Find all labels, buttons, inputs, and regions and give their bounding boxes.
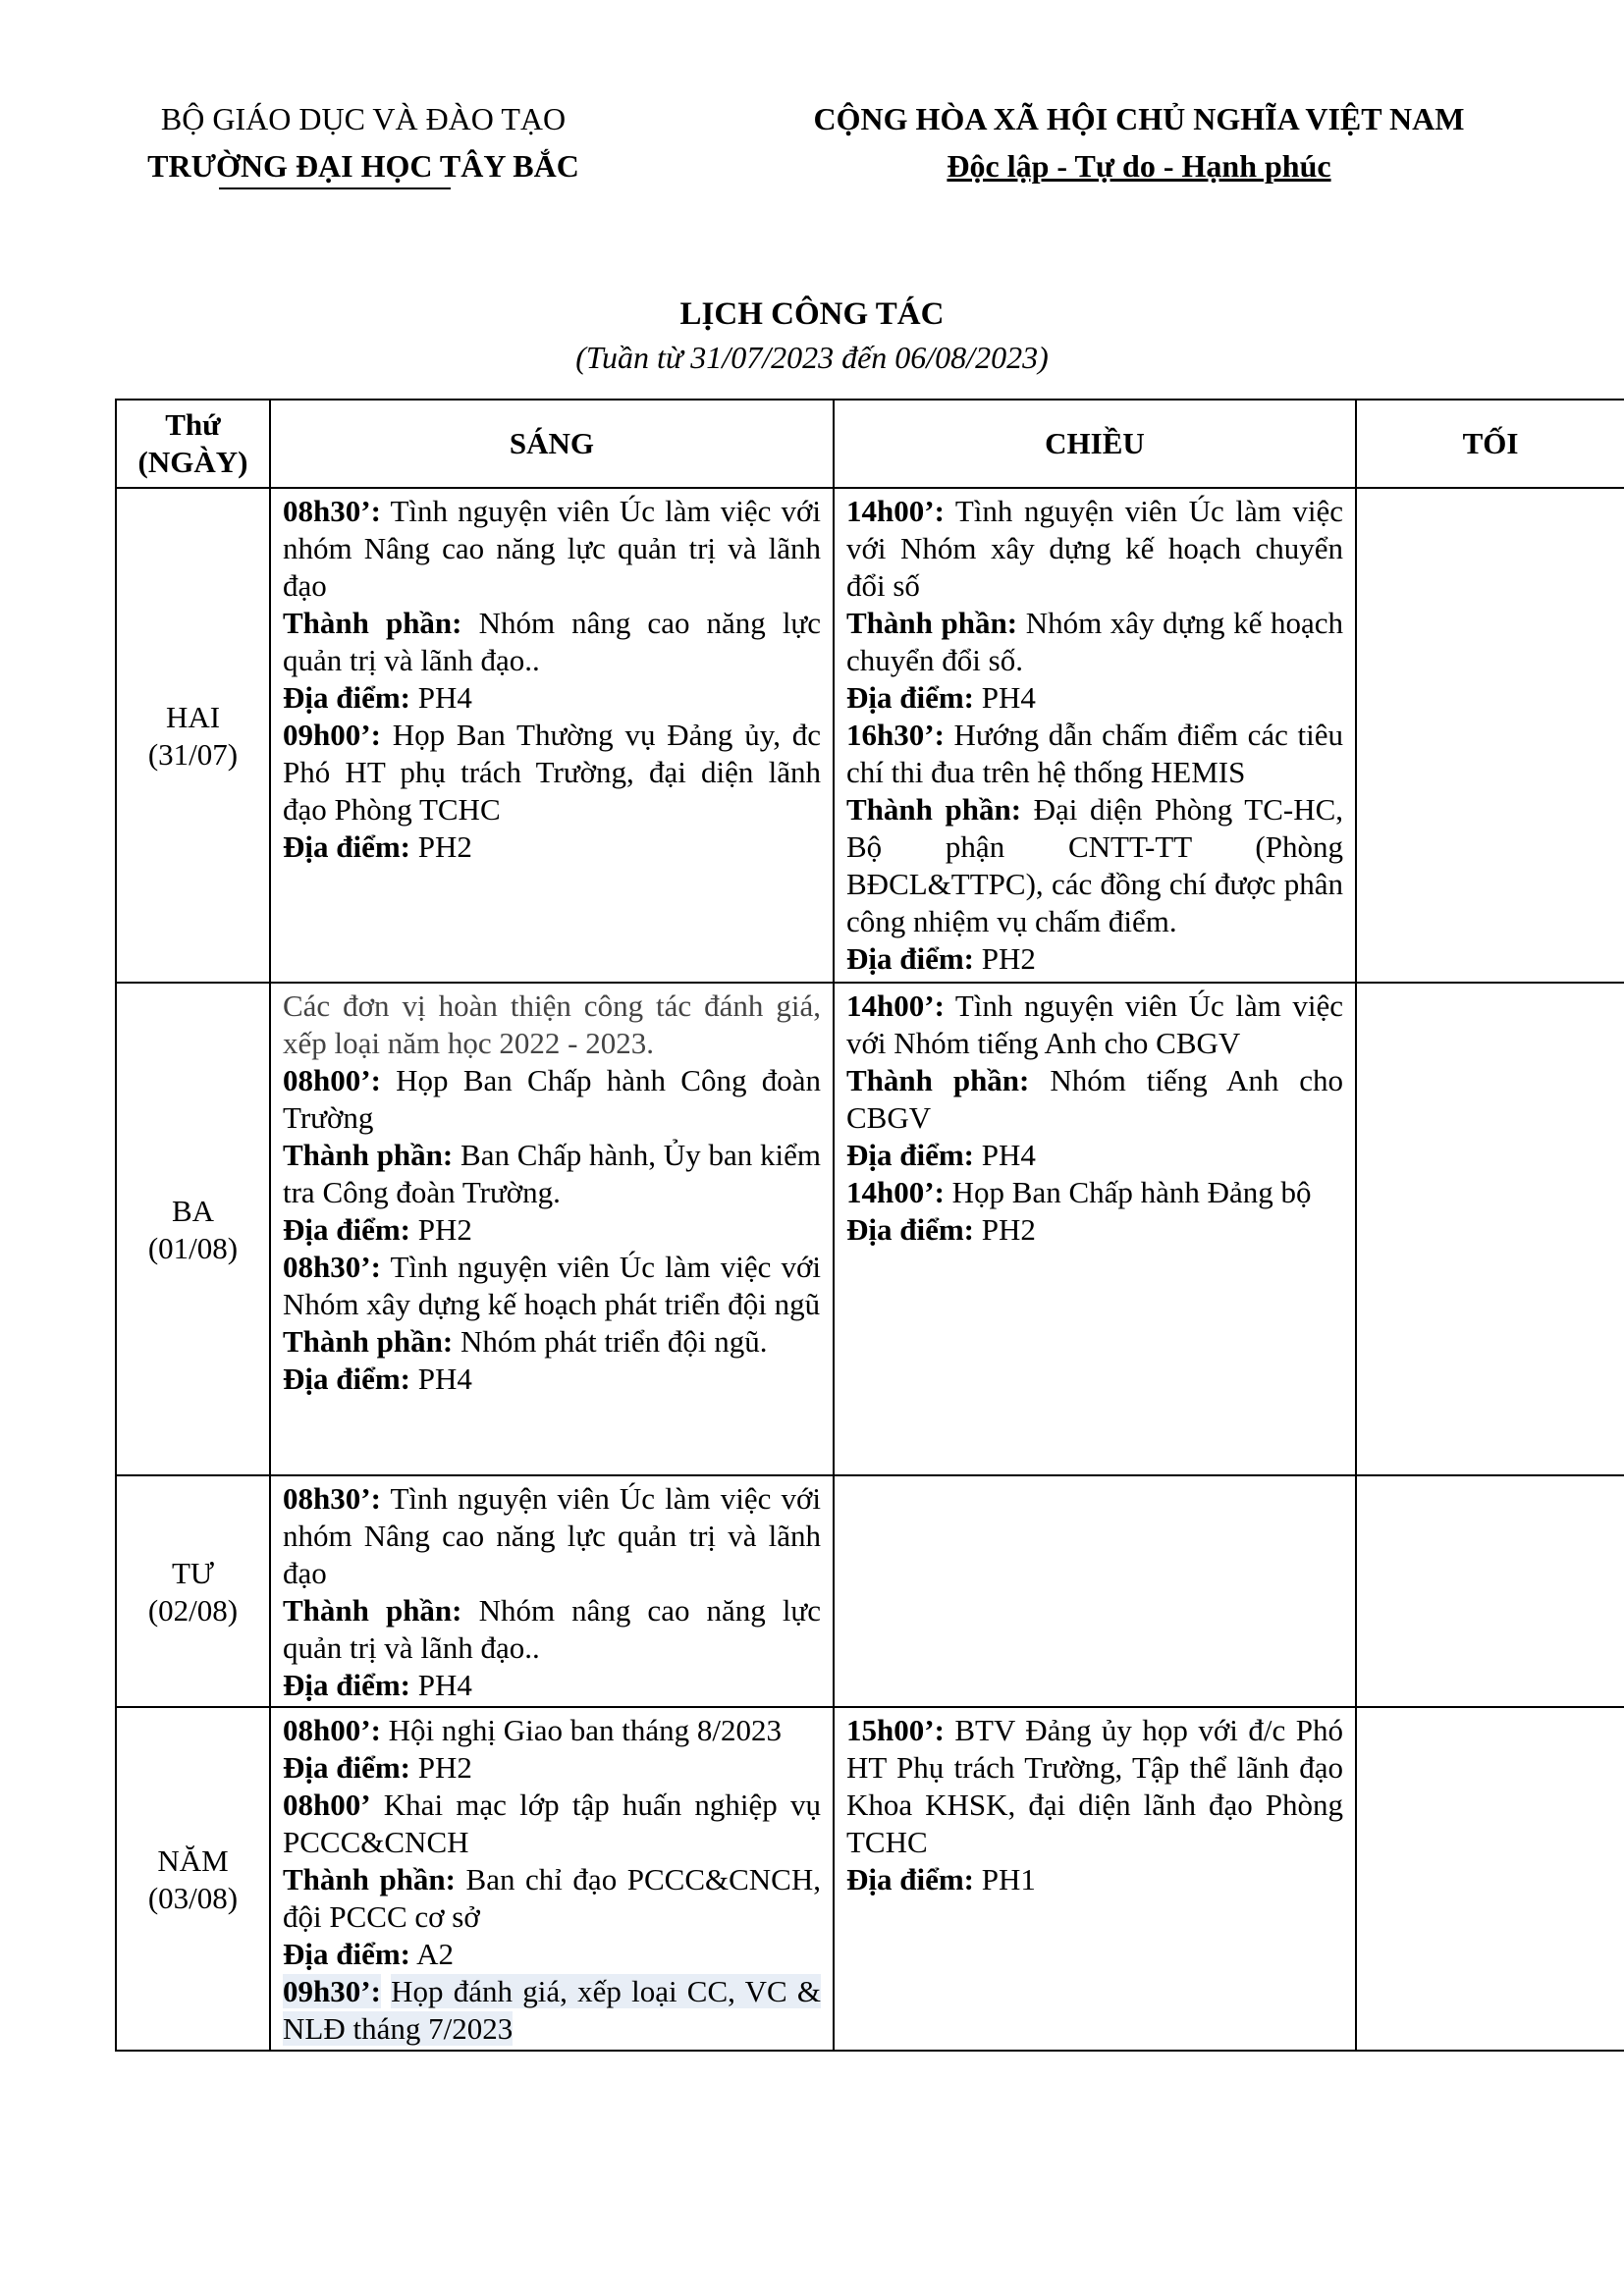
entry-time: 08h00’: (283, 1063, 381, 1097)
day-date: (02/08) (147, 1593, 239, 1628)
schedule-entry (283, 1749, 821, 1787)
schedule-entry (283, 1787, 821, 1861)
entry-text: Ban Chấp hành, Ủy ban kiểm tra Công đoàn Trường. (283, 1138, 822, 1209)
entry-text: Nhóm tiếng Anh cho CBGV (846, 1063, 1344, 1135)
entry-text: PH4 (417, 1668, 472, 1702)
entry-time: 08h30’: (283, 494, 381, 528)
entry-label: Địa điểm: (283, 680, 411, 715)
entry-time: 14h00’: (846, 1175, 945, 1209)
schedule-entry (283, 1480, 821, 1592)
entry-text: PH2 (417, 1750, 472, 1785)
entry-text: Nhóm nâng cao năng lực quản trị và lãnh đạo.. (283, 606, 821, 677)
entry-text: Các đơn vị hoàn thiện công tác đánh giá, xếp loại năm học 2022 - 2023. (283, 988, 821, 1060)
table-row (116, 983, 1624, 1475)
entry-label: Địa điểm: (283, 1668, 411, 1702)
entry-text: Đại diện Phòng TC-HC, Bộ phận CNTT-TT (Phòng BĐCL&TTPC), các đồng chí được phân công nhiệm vụ chấm điểm. (846, 792, 1344, 938)
entry-time: 08h00’ (283, 1788, 371, 1822)
document-title-block (0, 293, 1624, 379)
entry-text: Tình nguyện viên Úc làm việc với Nhóm xây dựng kế hoạch phát triển đội ngũ (283, 1250, 821, 1321)
day-date: (03/08) (147, 1881, 239, 1915)
schedule-entry (846, 1861, 1343, 1898)
schedule-entry (283, 605, 821, 679)
schedule-entry (283, 828, 821, 866)
entry-label: Địa điểm: (283, 829, 411, 864)
entry-time: 14h00’: (846, 988, 945, 1023)
entry-text: PH4 (417, 680, 472, 715)
day-name: BA (171, 1194, 215, 1228)
entry-text: Nhóm nâng cao năng lực quản trị và lãnh đạo.. (283, 1593, 821, 1665)
schedule-entry (283, 1973, 821, 2048)
schedule-entry (283, 1323, 821, 1361)
afternoon-cell (834, 488, 1356, 983)
entry-label: Thành phần: (846, 606, 1018, 640)
entry-label: Địa điểm: (846, 680, 975, 715)
day-name: TƯ (172, 1556, 214, 1590)
table-header-row (116, 400, 1624, 488)
evening-cell (1356, 983, 1624, 1475)
col-header-day: Thứ (NGÀY) (116, 400, 270, 488)
schedule-entry (283, 717, 821, 828)
schedule-entry (283, 679, 821, 717)
entry-text: Nhóm phát triển đội ngũ. (460, 1324, 768, 1359)
entry-label: Thành phần: (283, 1593, 462, 1628)
entry-time: 08h00’: (283, 1713, 381, 1747)
header-left (128, 95, 599, 189)
col-header-afternoon: CHIỀU (834, 400, 1356, 488)
document-subtitle: (Tuần từ 31/07/2023 đến 06/08/2023) (575, 340, 1049, 375)
entry-text: A2 (416, 1937, 454, 1971)
entry-text: Họp đánh giá, xếp loại CC, VC & NLĐ tháng 7/2023 (283, 1974, 821, 2046)
schedule-entry (846, 1137, 1343, 1174)
entry-text: Tình nguyện viên Úc làm việc với Nhóm tiếng Anh cho CBGV (846, 988, 1343, 1060)
entry-text: PH2 (981, 941, 1036, 976)
schedule-entry (846, 717, 1343, 791)
entry-label: Địa điểm: (283, 1750, 411, 1785)
entry-label: Thành phần: (283, 1138, 454, 1172)
schedule-entry (846, 1062, 1343, 1137)
morning-cell (270, 1475, 834, 1707)
afternoon-cell (834, 1475, 1356, 1707)
entry-label: Địa điểm: (283, 1937, 411, 1971)
entry-text: Tình nguyện viên Úc làm việc với nhóm Nâng cao năng lực quản trị và lãnh đạo (283, 494, 821, 603)
schedule-entry (846, 791, 1343, 940)
table-row (116, 488, 1624, 983)
entry-text: Khai mạc lớp tập huấn nghiệp vụ PCCC&CNCH (283, 1788, 821, 1859)
document-title: LỊCH CÔNG TÁC (679, 296, 945, 332)
afternoon-cell (834, 1707, 1356, 2051)
country-name: CỘNG HÒA XÃ HỘI CHỦ NGHĨA VIỆT NAM (813, 101, 1465, 136)
entry-text: PH4 (417, 1362, 472, 1396)
entry-time: 08h30’: (283, 1481, 381, 1516)
day-name: NĂM (157, 1843, 229, 1878)
entry-text: PH4 (981, 1138, 1036, 1172)
entry-label: Thành phần: (846, 792, 1022, 827)
schedule-entry (283, 1861, 821, 1936)
entry-label: Địa điểm: (283, 1212, 411, 1247)
schedule-entry (283, 1712, 821, 1749)
schedule-entry (283, 1667, 821, 1704)
motto: Độc lập - Tự do - Hạnh phúc (947, 148, 1331, 184)
schedule-entry (283, 1936, 821, 1973)
entry-text: Ban chỉ đạo PCCC&CNCH, đội PCCC cơ sở (283, 1862, 821, 1934)
schedule-entry (846, 1211, 1343, 1249)
day-name: HAI (165, 700, 221, 734)
entry-text: Tình nguyện viên Úc làm việc với Nhóm xây dựng kế hoạch chuyển đổi số (846, 494, 1343, 603)
entry-time: 08h30’: (283, 1250, 381, 1284)
entry-label: Thành phần: (283, 1862, 456, 1896)
table-row (116, 1707, 1624, 2051)
schedule-body (116, 488, 1624, 2051)
day-cell (116, 1475, 270, 1707)
schedule-entry (283, 1137, 821, 1211)
col-header-evening: TỐI (1356, 400, 1624, 488)
schedule-entry (846, 988, 1343, 1062)
entry-text: PH2 (417, 829, 472, 864)
entry-time: 09h30’: (283, 1974, 381, 2008)
entry-time: 16h30’: (846, 718, 945, 752)
entry-text: PH4 (981, 680, 1036, 715)
schedule-entry (846, 1174, 1343, 1211)
entry-text: PH2 (417, 1212, 472, 1247)
entry-text: Họp Ban Thường vụ Đảng ủy, đc Phó HT phụ trách Trường, đại diện lãnh đạo Phòng TCHC (283, 718, 821, 827)
afternoon-cell (834, 983, 1356, 1475)
entry-label: Địa điểm: (846, 941, 975, 976)
entry-text: Hướng dẫn chấm điểm các tiêu chí thi đua trên hệ thống HEMIS (846, 718, 1343, 789)
entry-text: PH2 (981, 1212, 1036, 1247)
schedule-entry (283, 493, 821, 605)
entry-label: Thành phần: (846, 1063, 1030, 1097)
entry-text: Hội nghị Giao ban tháng 8/2023 (388, 1713, 783, 1747)
schedule-entry (283, 1592, 821, 1667)
evening-cell (1356, 488, 1624, 983)
day-cell (116, 1707, 270, 2051)
entry-label: Thành phần: (283, 1324, 454, 1359)
schedule-entry (283, 988, 821, 1062)
col-header-morning: SÁNG (270, 400, 834, 488)
entry-text: Tình nguyện viên Úc làm việc với nhóm Nâng cao năng lực quản trị và lãnh đạo (283, 1481, 821, 1590)
header-right (785, 95, 1492, 189)
morning-cell (270, 488, 834, 983)
entry-time: 15h00’: (846, 1713, 945, 1747)
schedule-entry (283, 1062, 821, 1137)
entry-time: 09h00’: (283, 718, 381, 752)
entry-label: Địa điểm: (846, 1862, 975, 1896)
entry-text: Họp Ban Chấp hành Đảng bộ (951, 1175, 1312, 1209)
entry-text: Nhóm xây dựng kế hoạch chuyển đổi số. (846, 606, 1343, 677)
schedule-entry (846, 493, 1343, 605)
schedule-entry (846, 940, 1343, 978)
schedule-entry (846, 1712, 1343, 1861)
schedule-entry (283, 1249, 821, 1323)
ministry-name: BỘ GIÁO DỤC VÀ ĐÀO TẠO (160, 101, 567, 136)
day-date: (01/08) (147, 1231, 239, 1265)
entry-text: BTV Đảng ủy họp với đ/c Phó HT Phụ trách Trường, Tập thể lãnh đạo Khoa KHSK, đại diện lãnh đạo Phòng TCHC (846, 1713, 1343, 1859)
evening-cell (1356, 1475, 1624, 1707)
day-date: (31/07) (147, 737, 239, 772)
evening-cell (1356, 1707, 1624, 2051)
entry-text: Họp Ban Chấp hành Công đoàn Trường (283, 1063, 821, 1135)
schedule-table (115, 399, 1624, 2052)
day-cell (116, 488, 270, 983)
schedule-entry (846, 605, 1343, 679)
schedule-entry (283, 1361, 821, 1398)
entry-label: Thành phần: (283, 606, 462, 640)
morning-cell (270, 1707, 834, 2051)
university-name: TRƯỜNG ĐẠI HỌC TÂY BẮC (147, 148, 579, 184)
day-cell (116, 983, 270, 1475)
schedule-entry (846, 679, 1343, 717)
entry-time: 14h00’: (846, 494, 945, 528)
morning-cell (270, 983, 834, 1475)
entry-label: Địa điểm: (846, 1212, 975, 1247)
entry-label: Địa điểm: (846, 1138, 975, 1172)
table-row (116, 1475, 1624, 1707)
entry-label: Địa điểm: (283, 1362, 411, 1396)
entry-text: PH1 (981, 1862, 1036, 1896)
schedule-entry (283, 1211, 821, 1249)
